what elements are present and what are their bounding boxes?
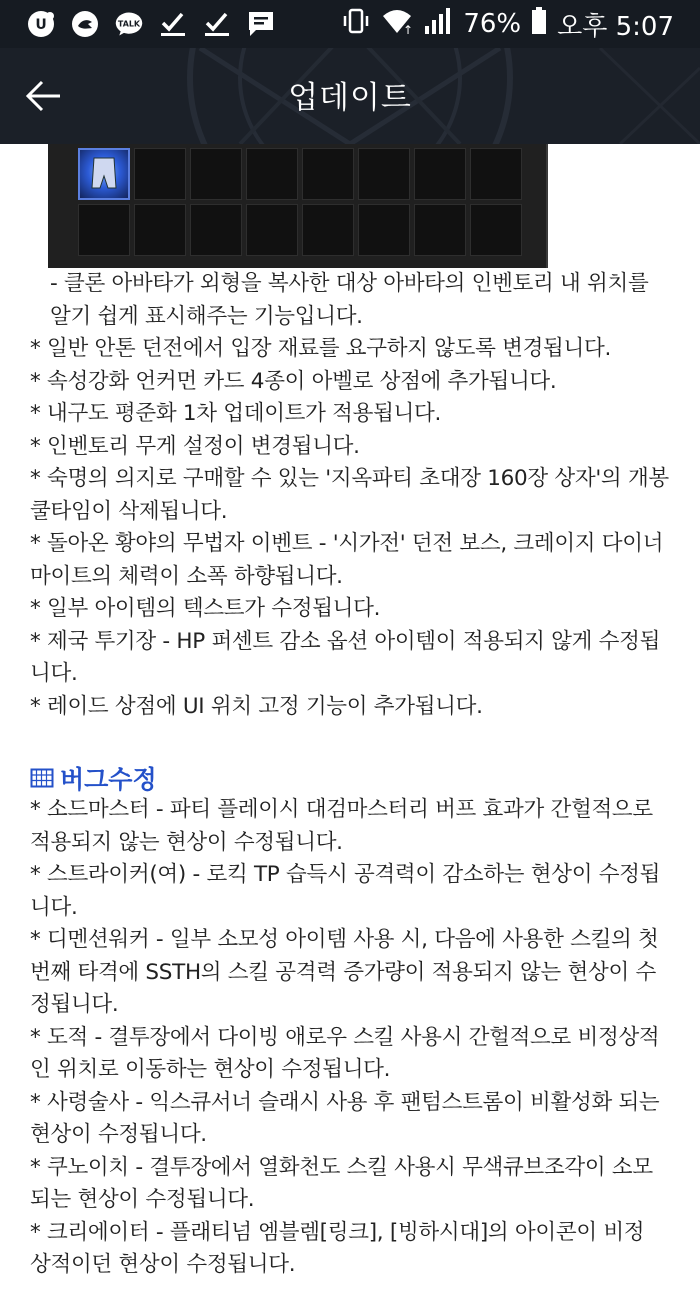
battery-percent: 76% <box>463 9 522 39</box>
change-line: * 숙명의 의지로 구매할 수 있는 '지옥파티 초대장 160장 상자'의 개봉 <box>30 466 669 491</box>
battery-icon <box>531 7 547 42</box>
change-line: * 돌아온 황야의 무법자 이벤트 - '시가전' 던전 보스, 크레이지 다이너 <box>30 531 664 556</box>
bugfix-line: * 사령술사 - 익스큐서너 슬래시 사용 후 팬텀스트롬이 비활성화 되는 <box>30 1089 660 1115</box>
intro-line: - 클론 아바타가 외형을 복사한 대상 아바타의 인벤토리 내 위치를 <box>50 271 649 296</box>
inventory-slot <box>78 204 130 256</box>
change-line: * 제국 투기장 - HP 퍼센트 감소 옵션 아이템이 적용되지 않게 수정됩 <box>30 628 661 654</box>
bugfix-line: 인 위치로 이동하는 현상이 수정됩니다. <box>30 1057 391 1082</box>
bugfix-line: 현상이 수정됩니다. <box>30 1122 207 1147</box>
bugfix-line: 되는 현상이 수정됩니다. <box>30 1187 255 1212</box>
svg-text:↑: ↑ <box>403 22 414 36</box>
wifi-icon <box>381 6 413 43</box>
app-header <box>0 48 700 144</box>
change-line: 니다. <box>30 661 78 686</box>
inventory-slot <box>302 204 354 256</box>
bugfix-line: * 쿠노이치 - 결투장에서 열화천도 스킬 사용시 무색큐브조각이 소모 <box>30 1154 653 1180</box>
inventory-slot <box>358 204 410 256</box>
bird-app-icon <box>70 9 100 39</box>
change-line: * 레이드 상점에 UI 위치 고정 기능이 추가됩니다. <box>30 693 483 719</box>
change-line: * 일부 아이템의 텍스트가 수정됩니다. <box>30 596 381 621</box>
armor-item-icon <box>78 148 130 200</box>
change-line: * 속성강화 언커먼 카드 4종이 아벨로 상점에 추가됩니다. <box>30 368 557 394</box>
svg-text:U: U <box>35 17 47 33</box>
notification-icons <box>0 9 276 39</box>
bugfix-line: * 스트라이커(여) - 로킥 TP 습득시 공격력이 감소하는 현상이 수정됩 <box>30 862 661 887</box>
bugfix-line: * 디멘션워커 - 일부 소모성 아이템 사용 시, 다음에 사용한 스킬의 첫 <box>30 927 659 952</box>
page-title: 업데이트 <box>288 80 412 116</box>
inventory-slot <box>134 148 186 200</box>
change-line: 쿨타임이 삭제됩니다. <box>30 498 228 524</box>
grid-icon <box>30 766 54 790</box>
bugfix-list <box>30 794 680 1282</box>
inventory-slot <box>246 148 298 200</box>
bugfix-line: 정됩니다. <box>30 992 119 1017</box>
inventory-slot <box>302 148 354 200</box>
bugfix-section-title <box>30 760 157 796</box>
inventory-slot <box>414 148 466 200</box>
clock: 오후 5:07 <box>557 11 674 42</box>
message-icon <box>246 9 276 39</box>
bugfix-line: * 도적 - 결투장에서 다이빙 애로우 스킬 사용시 간헐적으로 비정상적 <box>30 1024 660 1050</box>
inventory-slot <box>414 204 466 256</box>
u-plus-icon <box>26 9 56 39</box>
vibrate-icon <box>341 6 371 43</box>
bugfix-line: 상적이던 현상이 수정됩니다. <box>30 1252 296 1277</box>
inventory-slot <box>190 148 242 200</box>
bugfix-line: * 크리에이터 - 플래티넘 엠블렘[링크], [빙하시대]의 아이콘이 비정 <box>30 1219 645 1245</box>
inventory-screenshot <box>48 144 548 268</box>
inventory-slot <box>190 204 242 256</box>
bugfix-line: * 소드마스터 - 파티 플레이시 대검마스터리 버프 효과가 간헐적으로 <box>30 797 653 822</box>
status-bar <box>0 0 700 48</box>
system-indicators <box>341 6 700 43</box>
inventory-slot <box>134 204 186 256</box>
bugfix-line: 적용되지 않는 현상이 수정됩니다. <box>30 829 343 855</box>
changes-list <box>30 268 680 723</box>
change-line: * 내구도 평준화 1차 업데이트가 적용됩니다. <box>30 401 442 426</box>
check-icon <box>158 9 188 39</box>
bugfix-line: 번째 타격에 SSTH의 스킬 공격력 증가량이 적용되지 않는 현상이 수 <box>30 959 656 985</box>
inventory-slot <box>246 204 298 256</box>
change-line: * 인벤토리 무게 설정이 변경됩니다. <box>30 433 360 459</box>
kakaotalk-icon <box>114 9 144 39</box>
inventory-slot <box>470 204 522 256</box>
inventory-slot <box>358 148 410 200</box>
update-content <box>0 144 700 1298</box>
bugfix-line: 니다. <box>30 894 78 920</box>
change-line: 마이트의 체력이 소폭 하향됩니다. <box>30 563 343 589</box>
intro-line: 알기 쉽게 표시해주는 기능입니다. <box>50 303 363 329</box>
bugfix-title: 버그수정 <box>60 765 157 794</box>
svg-text:TALK: TALK <box>117 19 141 29</box>
signal-icon <box>423 6 453 43</box>
change-line: * 일반 안톤 던전에서 입장 재료를 요구하지 않도록 변경됩니다. <box>30 336 611 361</box>
check-icon <box>202 9 232 39</box>
inventory-slot <box>470 148 522 200</box>
